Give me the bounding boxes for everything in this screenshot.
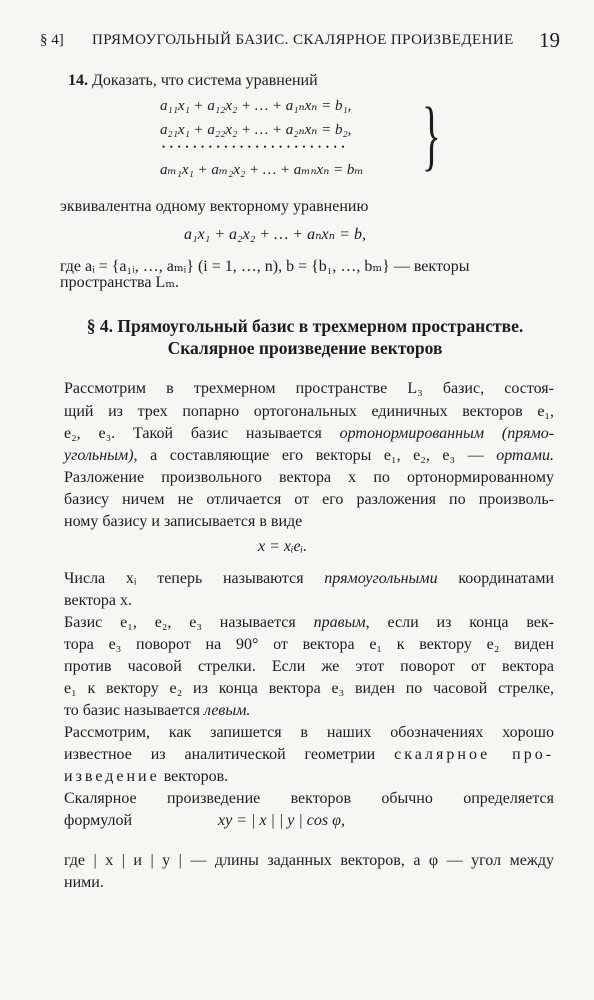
problem-number: 14. [68,72,88,89]
p1-line-4: угольным), а составляющие его векторы e₁, e₂, e₃ — ортами. [64,447,555,464]
system-eq-m: aₘ₁x₁ + aₘ₂x₂ + … + aₘₙxₙ = bₘ [160,162,364,178]
p1-line-2: щий из трех попарно ортогональных единичных векторов e₁, [64,403,554,420]
vector-equation: a₁x₁ + a₂x₂ + … + aₙxₙ = b, [184,226,366,243]
p1-line-5: Разложение произвольного вектора x по ортонормированному [64,469,554,486]
p6-line-1: где | x | и | y | — длины заданных векторов, а φ — угол между [64,852,554,869]
running-header [40,30,560,54]
p4-line-1: Рассмотрим, как запишется в наших обозначениях хорошо [64,724,554,741]
p1-line-1: Рассмотрим в трехмерном пространстве L₃ базис, состоя- [64,380,554,397]
where-line-1: где aᵢ = {a₁ᵢ, …, aₘᵢ} (i = 1, …, n), b = {b₁, …, bₘ} — векторы [60,258,470,275]
p3-line-1: Базис e₁, e₂, e₃ называется правым, если из конца век- [64,614,555,631]
right-brace: } [422,91,441,178]
equation-xy: xy = | x | | y | cos φ, [218,812,345,829]
p3-line-4: e₁ к вектору e₂ из конца вектора e₃ виден по часовой стрелке, [64,680,554,697]
p2-line-1: Числа xᵢ теперь называются прямоугольными координатами [64,570,555,587]
p6-line-2: ними. [64,874,104,891]
p1-line-3: e₂, e₃. Такой базис называется ортонормированным (прямо- [64,425,555,442]
system-eq-1: a₁₁x₁ + a₁₂x₂ + … + a₁ₙxₙ = b₁, [160,98,352,114]
equiv-text: эквивалентна одному векторному уравнению [60,198,369,215]
section-title-2: Скалярное произведение векторов [167,338,443,358]
header-title: ПРЯМОУГОЛЬНЫЙ БАЗИС. СКАЛЯРНОЕ ПРОИЗВЕДЕНИЕ [92,32,514,48]
problem-intro-text: Доказать, что система уравнений [92,72,318,89]
system-dots: • • • • • • • • • • • • • • • • • • • • • • • • [162,142,346,152]
header-section: § 4] [40,32,64,48]
p3-line-3: против часовой стрелки. Если же этот поворот от вектора [64,658,554,675]
problem-intro [68,70,318,92]
p3-line-2: тора e₃ поворот на 90° от вектора e₁ к вектору e₂ виден [64,636,554,653]
system-eq-2: a₂₁x₁ + a₂₂x₂ + … + a₂ₙxₙ = b₂, [160,122,352,138]
page-number: 19 [539,28,560,52]
p3-line-5: то базис называется левым. [64,702,251,719]
p1-line-6: базису ничем не отличается от его разложения по произволь- [64,491,554,508]
p5-line-2: формулой [64,812,133,829]
equation-x: x = xᵢeᵢ. [258,538,308,555]
where-line-2: пространства Lₘ. [60,274,180,291]
p4-line-2: известное из аналитической геометрии скалярное про- [64,746,555,763]
p4-line-3: изведение векторов. [64,768,229,785]
section-title-1: § 4. Прямоугольный базис в трехмерном пространстве. [86,316,524,336]
p2-line-2: вектора x. [64,592,133,609]
p1-line-7: ному базису и записывается в виде [64,513,303,530]
p5-line-1: Скалярное произведение векторов обычно определяется [64,790,554,807]
